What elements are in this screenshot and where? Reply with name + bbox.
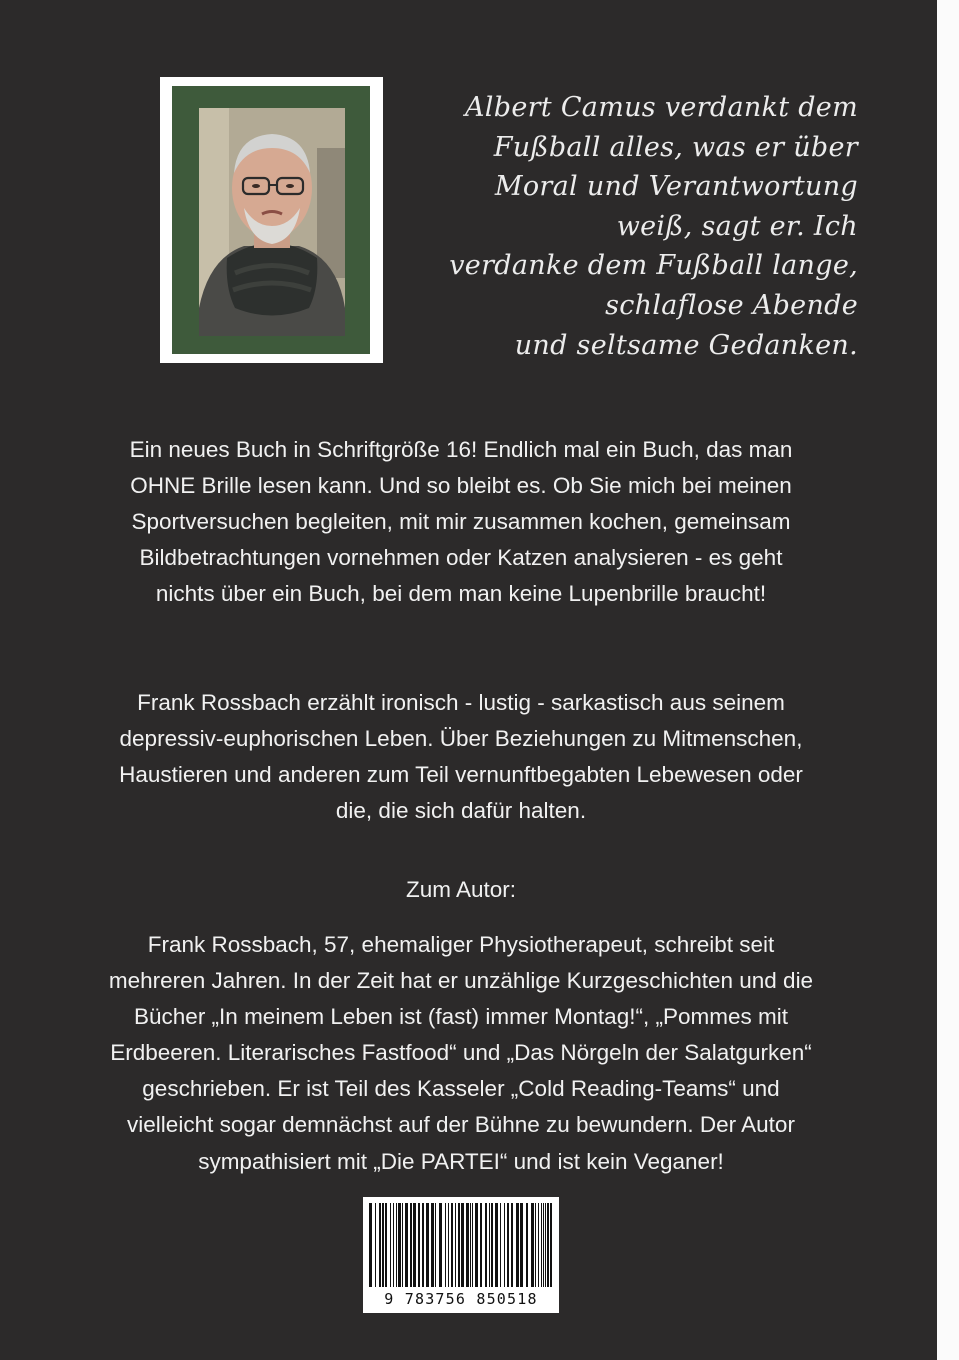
- quote-line: Fußball alles, was er über: [493, 131, 858, 163]
- barcode-bar: [375, 1203, 376, 1287]
- barcode-bar: [545, 1203, 546, 1287]
- quote-line: und seltsame Gedanken.: [514, 329, 858, 361]
- barcode-bar: [393, 1203, 394, 1287]
- barcode-bar: [369, 1203, 372, 1287]
- barcode-bar: [504, 1203, 505, 1287]
- barcode-bar: [418, 1203, 420, 1287]
- barcode-bar: [461, 1203, 464, 1287]
- about-line: mehreren Jahren. In der Zeit hat er unzählige Kurzgeschichten und die: [108, 968, 814, 994]
- barcode-bar: [455, 1203, 456, 1287]
- isbn-number: 9 783756 850518: [384, 1290, 538, 1308]
- barcode-bar: [475, 1203, 478, 1287]
- barcode-bar: [410, 1203, 412, 1287]
- intro-line: nichts über ein Buch, bei dem man keine Lupenbrille braucht!: [155, 581, 767, 607]
- barcode-bar: [491, 1203, 493, 1287]
- quote-line: Moral und Verantwortung: [494, 171, 858, 203]
- barcode-bar: [382, 1203, 384, 1287]
- page-edge: [937, 0, 959, 1360]
- barcode-bar: [538, 1203, 539, 1287]
- barcode-bar: [435, 1203, 436, 1287]
- description-paragraph: [30, 685, 892, 829]
- barcode-bar: [398, 1203, 401, 1287]
- quote-line: weiß, sagt er. Ich: [616, 210, 858, 242]
- about-line: sympathisiert mit „Die PARTEI“ und ist kein Veganer!: [198, 1148, 724, 1174]
- barcode-bar: [405, 1203, 408, 1287]
- barcode-bar: [507, 1203, 509, 1287]
- barcode-bar: [543, 1203, 544, 1287]
- intro-line: Bildbetrachtungen vornehmen oder Katzen analysieren - es geht: [139, 545, 783, 571]
- about-line: vielleicht sogar demnächst auf der Bühne zu bewundern. Der Autor: [127, 1112, 795, 1138]
- barcode-bar: [451, 1203, 453, 1287]
- intro-paragraph: [30, 432, 892, 612]
- barcode-bars: [363, 1197, 559, 1293]
- author-photo: [199, 108, 345, 336]
- barcode-bar: [495, 1203, 498, 1287]
- barcode-bar: [526, 1203, 528, 1287]
- barcode-bar: [500, 1203, 501, 1287]
- handwritten-quote: [400, 88, 858, 365]
- about-line: Erdbeeren. Literarisches Fastfood“ und „Das Nörgeln der Salatgurken“: [110, 1040, 812, 1066]
- barcode-bar: [396, 1203, 397, 1287]
- quote-line: verdanke dem Fußball lange,: [449, 250, 858, 282]
- intro-line: OHNE Brille lesen kann. Und so bleibt es. Ob Sie mich bei meinen: [130, 473, 792, 499]
- barcode-bar: [379, 1203, 381, 1287]
- barcode-bar: [466, 1203, 469, 1287]
- barcode-bar: [520, 1203, 523, 1287]
- about-paragraph: [30, 927, 892, 1180]
- quote-line: schlaflose Abende: [605, 289, 858, 321]
- barcode-bar: [472, 1203, 473, 1287]
- barcode-bar: [511, 1203, 513, 1287]
- barcode-bar: [458, 1203, 460, 1287]
- about-heading: [30, 872, 892, 908]
- intro-line: Ein neues Buch in Schriftgröße 16! Endlich mal ein Buch, das man: [129, 437, 793, 462]
- about-line: geschrieben. Er ist Teil des Kasseler „Cold Reading-Teams“ und: [142, 1076, 780, 1102]
- author-photo-frame: [160, 77, 383, 363]
- barcode-bar: [550, 1203, 552, 1287]
- barcode-bar: [480, 1203, 482, 1287]
- barcode-bar: [485, 1203, 487, 1287]
- barcode-bar: [535, 1203, 536, 1287]
- barcode-bar: [541, 1203, 542, 1287]
- intro-line: Sportversuchen begleiten, mit mir zusammen kochen, gemeinsam: [131, 509, 791, 535]
- barcode-bar: [422, 1203, 424, 1287]
- description-line: die, die sich dafür halten.: [335, 798, 587, 824]
- barcode-bar: [489, 1203, 490, 1287]
- barcode-bar: [470, 1203, 471, 1287]
- description-line: Haustieren und anderen zum Teil vernunftbegabten Lebewesen oder: [119, 762, 803, 788]
- quote-line: Albert Camus verdankt dem: [465, 92, 858, 123]
- barcode-bar: [426, 1203, 429, 1287]
- about-line: Bücher „In meinem Leben ist (fast) immer Montag!“, „Pommes mit: [134, 1004, 788, 1030]
- barcode-bar: [431, 1203, 434, 1287]
- barcode-bar: [516, 1203, 519, 1287]
- barcode-bar: [531, 1203, 534, 1287]
- photo-mat: [172, 86, 370, 354]
- description-line: depressiv-euphorischen Leben. Über Beziehungen zu Mitmenschen,: [119, 726, 803, 752]
- barcode-bar: [448, 1203, 449, 1287]
- about-line: Frank Rossbach, 57, ehemaliger Physiotherapeut, schreibt seit: [147, 932, 775, 957]
- about-heading-text: Zum Autor:: [405, 877, 517, 902]
- barcode-bar: [413, 1203, 416, 1287]
- isbn-barcode: [363, 1197, 559, 1313]
- barcode-bar: [390, 1203, 391, 1287]
- barcode-bar: [439, 1203, 442, 1287]
- barcode-bar: [547, 1203, 549, 1287]
- barcode-bar: [402, 1203, 403, 1287]
- description-line: Frank Rossbach erzählt ironisch - lustig - sarkastisch aus seinem: [137, 690, 785, 715]
- barcode-bar: [385, 1203, 387, 1287]
- barcode-bar: [445, 1203, 446, 1287]
